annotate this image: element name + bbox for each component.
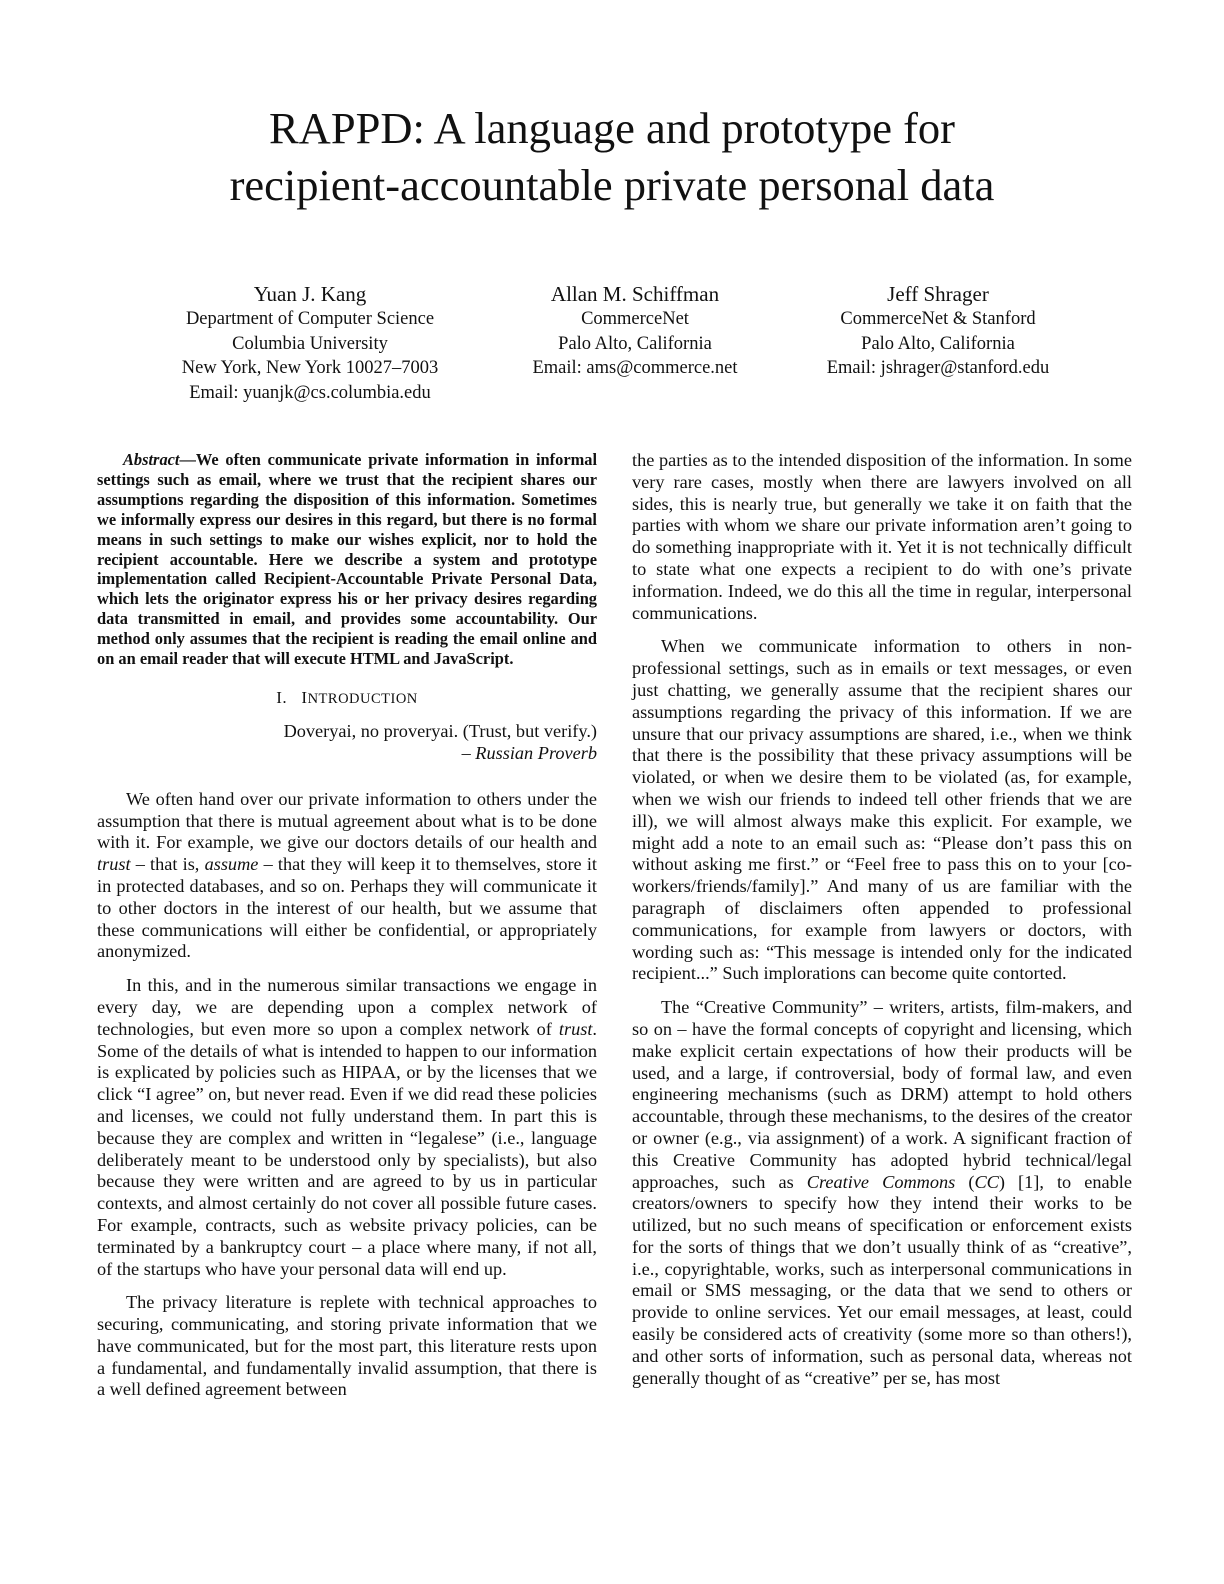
body-paragraph: When we communicate information to others in non-professional settings, such as in emails or text messages, or even just chatting, we generally assume that the recipient shares our assumptions regarding the privacy of this information. If we are unsure that our privacy assumptions are shared, i.e., when we think that there is the possibility that these privacy assumptions will be violated, or when we desire them to be violated (as, for example, when we wish our friends to indeed tell other friends that we are ill), we will almost always make this explicit. For example, we might add a note to an email such as: “Please don’t pass this on without asking me first.” or “Feel free to pass this on to your [co-workers/friends/family].” And many of us are familiar with the paragraph of disclaimers often appended to professional communications, for example from lawyers or doctors, with wording such as: “This message is intended only for the indicated recipient...” Such implorations can become quite contorted. [632,636,1132,984]
title-line-1: RAPPD: A language and prototype for [269,103,955,153]
abstract-text: We often communicate private information in informal settings such as email, where we trust that the recipient shares our assumptions regarding the disposition of this information. Sometimes we informally express our desires in this regard, but there is no formal means in such settings to make our wishes explicit, nor to hold the recipient accountable. Here we describe a system and prototype implementation called Recipient-Accountable Private Personal Data, which lets the originator express his or her privacy desires regarding data transmitted in email, and provides some accountability. Our method only assumes that the recipient is reading the email online and on an email reader that will execute HTML and JavaScript. [97,450,597,669]
left-column [97,450,597,1401]
author-kang [160,282,460,405]
epigraph [97,720,597,764]
abstract [97,450,597,669]
section-number: I. [276,687,288,707]
emphasis-cc: CC [974,1171,999,1192]
author-email: Email: yuanjk@cs.columbia.edu [189,382,431,403]
body-paragraph: The privacy literature is replete with technical approaches to securing, communicating, and storing private information that we have communicated, but for the most part, this literature rests upon a fundamental, and fundamentally invalid assumption, that there is a well defined agreement between [97,1292,597,1400]
author-affiliation: CommerceNet [581,309,689,329]
author-address: New York, New York 10027–7003 [181,358,439,378]
text-run: ( [955,1171,975,1192]
author-affiliation: Columbia University [232,333,388,354]
section-title-initial: I [301,687,308,707]
body-paragraph [97,975,597,1280]
author-shrager [808,282,1068,381]
author-email: Email: jshrager@stanford.edu [826,358,1050,378]
body-paragraph [632,997,1132,1389]
abstract-dash: — [179,450,196,469]
epigraph-quote: Doveryai, no proveryai. (Trust, but verify.) [283,720,597,741]
text-run: ) [1], to enable creators/owners to specify how they intend their works to be utilized, but no such means of specification or enforcement exists for the sorts of things that we don’t usually think of as “creative”, i.e., copyrightable, works, such as interpersonal communications in email or SMS messaging, or the data that we send to others or provide to online services. Yet our email messages, at least, could easily be considered acts of creativity (some more so than others!), and other sorts of information, such as personal data, whereas not generally thought of as “creative” per se, has most [632,1171,1132,1388]
author-name: Allan M. Schiffman [550,282,720,306]
text-run: . Some of the details of what is intended to happen to our information is explicated by policies such as HIPAA, or by the licenses that we click “I agree” on, but never read. Even if we did read these policies and licenses, we could not fully understand them. In part this is because they are complex and written in “legalese” (i.e., language deliberately meant to be understood only by specialists), but also because they were written and are agreed to by us in particular contexts, and almost certainly do not cover all possible future cases. For example, contracts, such as website privacy policies, can be terminated by a bankruptcy court – a place where many, if not all, of the startups who have your personal data will end up. [97,1018,597,1279]
title-line-2: recipient-accountable private personal data [229,160,995,210]
author-affiliation: Department of Computer Science [185,309,435,329]
epigraph-attribution: – Russian Proverb [461,742,597,763]
author-affiliation: CommerceNet & Stanford [840,309,1036,329]
author-name: Jeff Shrager [887,282,989,306]
author-address: Palo Alto, California [558,333,712,354]
emphasis-assume: assume [204,854,259,875]
text-run: We often hand over our private information to others under the assumption that there is mutual agreement about what is to be done with it. For example, we give our doctors details of our health and [97,788,597,853]
emphasis-creative-commons: Creative Commons [806,1171,956,1192]
author-email: Email: ams@commerce.net [532,358,738,378]
text-run: – that they will keep it to themselves, store it in protected databases, and so on. Perhaps they will communicate it to other doctors in the interest of our health, but we assume that these communications will either be confidential, or appropriately anonymized. [97,854,597,962]
right-column [632,450,1132,1389]
body-paragraph-continued: the parties as to the intended disposition of the information. In some very rare cases, mostly when there are lawyers involved on all sides, this is nearly true, but generally we take it on faith that the parties with whom we share our private information aren’t going to do something inappropriate with it. Yet it is not technically difficult to state what one expects a recipient to do with one’s private information. Indeed, we do this all the time in regular, interpersonal communications. [632,450,1132,623]
author-schiffman [505,282,765,381]
text-run: The “Creative Community” – writers, artists, film-makers, and so on – have the formal concepts of copyright and licensing, which make explicit certain expectations of how their products will be used, and a large, if controversial, body of formal law, and even engineering mechanisms (such as DRM) attempt to hold others accountable, through these mechanisms, to the desires of the creator or owner (e.g., via assignment) of a work. A significant fraction of this Creative Community has adopted hybrid technical/legal approaches, such as [632,997,1132,1192]
text-run: In this, and in the numerous similar transactions we engage in every day, we are depending upon a complex network of technologies, but even more so upon a complex network of [97,975,597,1039]
abstract-label: Abstract [123,450,180,469]
section-heading-introduction [97,687,597,711]
emphasis-trust: trust [97,854,131,875]
body-paragraph [97,789,597,963]
section-title-rest: NTRODUCTION [307,690,418,707]
author-address: Palo Alto, California [861,333,1015,354]
author-name: Yuan J. Kang [253,282,367,306]
emphasis-trust: trust [558,1018,593,1039]
paper-title [0,100,1224,214]
text-run: – that is, [130,854,205,875]
